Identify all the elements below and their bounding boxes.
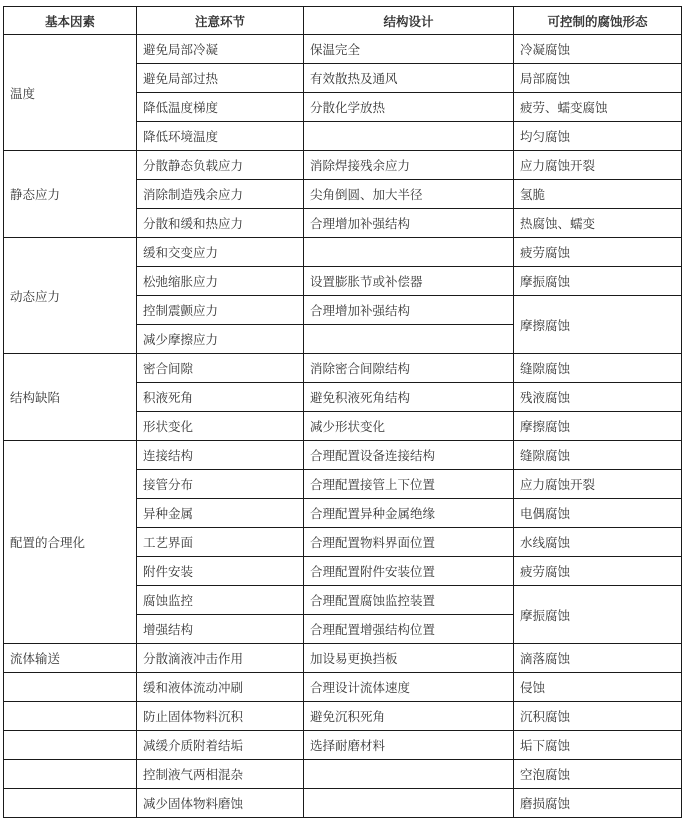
form-cell: 应力腐蚀开裂 (514, 151, 682, 180)
link-cell: 避免局部冷凝 (137, 35, 304, 64)
design-cell: 设置膨胀节或补偿器 (304, 267, 514, 296)
form-cell: 摩振腐蚀 (514, 586, 682, 644)
factor-cell (4, 702, 137, 731)
factor-cell (4, 731, 137, 760)
form-cell: 残液腐蚀 (514, 383, 682, 412)
corrosion-design-table (3, 6, 682, 818)
factor-cell (4, 789, 137, 818)
table-row (4, 673, 682, 702)
design-cell: 合理配置异种金属绝缘 (304, 499, 514, 528)
design-cell: 避免沉积死角 (304, 702, 514, 731)
design-cell: 合理增加补强结构 (304, 296, 514, 325)
design-cell: 合理设计流体速度 (304, 673, 514, 702)
form-cell: 热腐蚀、蠕变 (514, 209, 682, 238)
table-row (4, 238, 682, 267)
link-cell: 形状变化 (137, 412, 304, 441)
form-cell: 空泡腐蚀 (514, 760, 682, 789)
design-cell (304, 760, 514, 789)
link-cell: 防止固体物料沉积 (137, 702, 304, 731)
link-cell: 工艺界面 (137, 528, 304, 557)
factor-cell: 温度 (4, 35, 137, 151)
factor-cell: 动态应力 (4, 238, 137, 354)
link-cell: 消除制造残余应力 (137, 180, 304, 209)
link-cell: 减少摩擦应力 (137, 325, 304, 354)
factor-cell: 结构缺陷 (4, 354, 137, 441)
design-cell: 合理配置设备连接结构 (304, 441, 514, 470)
link-cell: 连接结构 (137, 441, 304, 470)
table-row (4, 441, 682, 470)
link-cell: 松弛缩胀应力 (137, 267, 304, 296)
link-cell: 避免局部过热 (137, 64, 304, 93)
design-cell: 避免积液死角结构 (304, 383, 514, 412)
table-row (4, 644, 682, 673)
factor-cell: 流体输送 (4, 644, 137, 673)
form-cell: 磨损腐蚀 (514, 789, 682, 818)
design-cell: 减少形状变化 (304, 412, 514, 441)
link-cell: 降低温度梯度 (137, 93, 304, 122)
factor-cell (4, 673, 137, 702)
design-cell: 保温完全 (304, 35, 514, 64)
link-cell: 缓和交变应力 (137, 238, 304, 267)
design-cell: 加设易更换挡板 (304, 644, 514, 673)
table-row (4, 354, 682, 383)
form-cell: 疲劳、蠕变腐蚀 (514, 93, 682, 122)
form-cell: 缝隙腐蚀 (514, 354, 682, 383)
design-cell: 选择耐磨材料 (304, 731, 514, 760)
design-cell (304, 325, 514, 354)
form-cell: 水线腐蚀 (514, 528, 682, 557)
link-cell: 降低环境温度 (137, 122, 304, 151)
form-cell: 摩振腐蚀 (514, 267, 682, 296)
link-cell: 附件安装 (137, 557, 304, 586)
table-row (4, 702, 682, 731)
link-cell: 减缓介质附着结垢 (137, 731, 304, 760)
link-cell: 积液死角 (137, 383, 304, 412)
design-cell: 尖角倒圆、加大半径 (304, 180, 514, 209)
link-cell: 腐蚀监控 (137, 586, 304, 615)
link-cell: 控制震颤应力 (137, 296, 304, 325)
header-form: 可控制的腐蚀形态 (514, 7, 682, 35)
header-row (4, 7, 682, 35)
form-cell: 局部腐蚀 (514, 64, 682, 93)
header-design: 结构设计 (304, 7, 514, 35)
header-factor: 基本因素 (4, 7, 137, 35)
link-cell: 分散和缓和热应力 (137, 209, 304, 238)
design-cell (304, 122, 514, 151)
link-cell: 分散滴液冲击作用 (137, 644, 304, 673)
form-cell: 冷凝腐蚀 (514, 35, 682, 64)
factor-cell: 配置的合理化 (4, 441, 137, 644)
form-cell: 应力腐蚀开裂 (514, 470, 682, 499)
form-cell: 缝隙腐蚀 (514, 441, 682, 470)
design-cell: 有效散热及通风 (304, 64, 514, 93)
design-cell (304, 238, 514, 267)
design-cell: 合理配置腐蚀监控装置 (304, 586, 514, 615)
table-row (4, 35, 682, 64)
factor-cell: 静态应力 (4, 151, 137, 238)
table-row (4, 151, 682, 180)
form-cell: 电偶腐蚀 (514, 499, 682, 528)
design-cell: 消除密合间隙结构 (304, 354, 514, 383)
design-cell: 合理配置附件安装位置 (304, 557, 514, 586)
design-cell (304, 789, 514, 818)
link-cell: 接管分布 (137, 470, 304, 499)
form-cell: 沉积腐蚀 (514, 702, 682, 731)
form-cell: 摩擦腐蚀 (514, 296, 682, 354)
link-cell: 控制液气两相混杂 (137, 760, 304, 789)
design-cell: 合理增加补强结构 (304, 209, 514, 238)
form-cell: 垢下腐蚀 (514, 731, 682, 760)
table-row (4, 789, 682, 818)
form-cell: 疲劳腐蚀 (514, 238, 682, 267)
design-cell: 合理配置增强结构位置 (304, 615, 514, 644)
form-cell: 均匀腐蚀 (514, 122, 682, 151)
table-row (4, 760, 682, 789)
design-cell: 合理配置物料界面位置 (304, 528, 514, 557)
form-cell: 疲劳腐蚀 (514, 557, 682, 586)
link-cell: 密合间隙 (137, 354, 304, 383)
form-cell: 摩擦腐蚀 (514, 412, 682, 441)
form-cell: 侵蚀 (514, 673, 682, 702)
link-cell: 减少固体物料磨蚀 (137, 789, 304, 818)
table-row (4, 731, 682, 760)
design-cell: 分散化学放热 (304, 93, 514, 122)
header-link: 注意环节 (137, 7, 304, 35)
link-cell: 增强结构 (137, 615, 304, 644)
link-cell: 异种金属 (137, 499, 304, 528)
link-cell: 缓和液体流动冲刷 (137, 673, 304, 702)
link-cell: 分散静态负载应力 (137, 151, 304, 180)
factor-cell (4, 760, 137, 789)
design-cell: 合理配置接管上下位置 (304, 470, 514, 499)
design-cell: 消除焊接残余应力 (304, 151, 514, 180)
form-cell: 氢脆 (514, 180, 682, 209)
form-cell: 滴落腐蚀 (514, 644, 682, 673)
